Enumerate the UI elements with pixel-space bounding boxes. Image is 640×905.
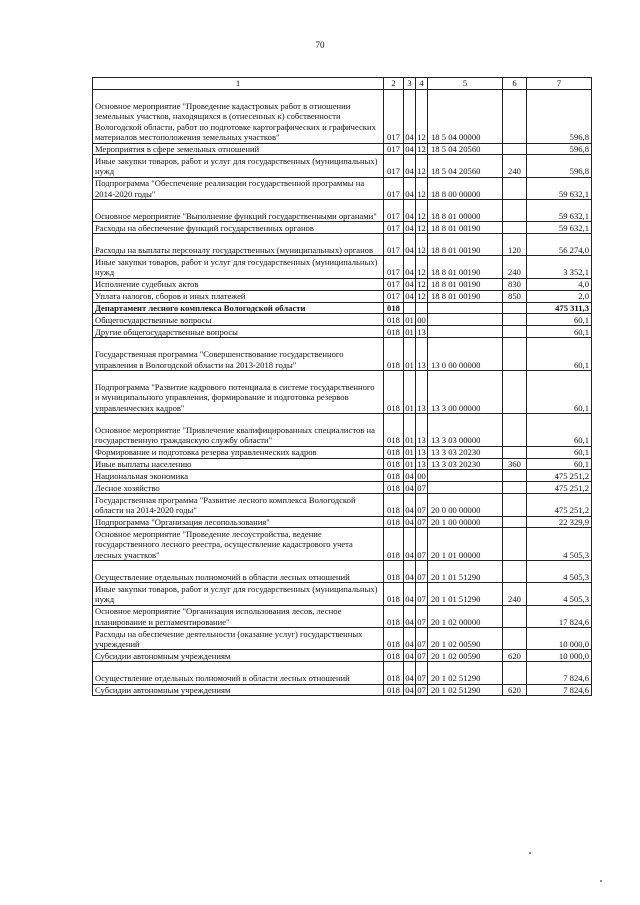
row-value-cell-2: 018 xyxy=(384,326,404,338)
row-value-cell-5: 18 5 04 00000 xyxy=(428,90,503,144)
row-value-cell-7: 475 251,2 xyxy=(527,494,592,516)
table-row xyxy=(93,290,592,302)
header-cell: 4 xyxy=(416,78,428,90)
row-name-cell: Субсидии автономным учреждениям xyxy=(93,684,384,696)
row-value-cell-3: 04 xyxy=(404,662,416,684)
row-value-cell-2: 017 xyxy=(384,177,404,199)
row-value-cell-5 xyxy=(428,314,503,326)
row-value-cell-4: 12 xyxy=(416,155,428,177)
row-value-cell-6 xyxy=(503,470,527,482)
row-value-cell-2: 017 xyxy=(384,143,404,155)
header-cell: 1 xyxy=(93,78,384,90)
row-value-cell-4: 12 xyxy=(417,222,426,233)
row-name-cell: Осуществление отдельных полномочий в области лесных отношений xyxy=(93,662,384,684)
table-row xyxy=(93,199,592,221)
row-value-cell-7: 7 824,6 xyxy=(527,684,592,696)
row-value-cell-5: 13 3 03 20230 xyxy=(428,446,503,458)
row-value-cell-7: 2,0 xyxy=(527,290,592,302)
row-value-cell-3: 01 xyxy=(405,314,414,325)
row-value-cell-4: 13 xyxy=(417,447,426,458)
row-name-cell: Основное мероприятие "Привлечение квалифицированных специалистов на государственную гражданскую службу области" xyxy=(93,414,384,447)
row-value-cell-2: 018 xyxy=(384,458,404,470)
row-value-cell-3: 04 xyxy=(404,256,416,278)
row-name-cell: Основное мероприятие "Организация использования лесов, лесное планирование и регламентирование" xyxy=(93,605,384,627)
budget-table xyxy=(92,77,592,696)
row-value-cell-6 xyxy=(503,90,527,144)
table-row xyxy=(93,583,592,605)
row-name-cell: Государственная программа "Совершенствование государственного управления в Вологодской области на 2013-2018 годы" xyxy=(93,338,384,371)
row-value-cell-2: 017 xyxy=(384,199,404,221)
row-value-cell-4: 00 xyxy=(417,470,426,481)
row-value-cell-3: 04 xyxy=(405,143,414,154)
row-value-cell-5: 18 8 01 00190 xyxy=(428,278,503,290)
row-value-cell-5: 20 1 00 00000 xyxy=(428,516,503,528)
row-value-cell-5 xyxy=(428,482,503,494)
table-row xyxy=(93,482,592,494)
row-value-cell-3: 04 xyxy=(404,628,416,650)
row-value-cell-4: 12 xyxy=(417,279,426,290)
row-value-cell-7: 4 505,3 xyxy=(527,561,592,583)
row-value-cell-6 xyxy=(503,177,527,199)
table-row xyxy=(93,684,592,696)
row-value-cell-5: 18 8 00 00000 xyxy=(428,177,503,199)
table-row xyxy=(93,278,592,290)
row-value-cell-4: 07 xyxy=(416,561,428,583)
row-name-cell: Расходы на обеспечение функций государственных органов xyxy=(93,222,384,234)
row-value-cell-5: 13 0 00 00000 xyxy=(428,338,503,371)
row-value-cell-4: 12 xyxy=(416,90,428,144)
row-value-cell-2: 017 xyxy=(384,278,404,290)
row-value-cell-3: 04 xyxy=(405,517,414,528)
row-value-cell-2: 018 xyxy=(384,494,404,516)
row-value-cell-3: 04 xyxy=(404,90,416,144)
row-name-cell: Мероприятия в сфере земельных отношений xyxy=(93,143,384,155)
table-row xyxy=(93,516,592,528)
table-row xyxy=(93,650,592,662)
row-value-cell-7: 60,1 xyxy=(527,446,592,458)
row-value-cell-5: 20 1 01 51290 xyxy=(428,561,503,583)
row-value-cell-5: 13 3 03 00000 xyxy=(428,414,503,447)
row-value-cell-3: 01 xyxy=(405,459,414,470)
row-value-cell-5: 20 1 02 00000 xyxy=(428,605,503,627)
row-value-cell-6 xyxy=(503,370,527,413)
row-value-cell-5 xyxy=(428,326,503,338)
row-value-cell-7: 475 251,2 xyxy=(527,482,592,494)
row-value-cell-2: 017 xyxy=(384,90,404,144)
row-value-cell-6 xyxy=(503,302,527,314)
table-row xyxy=(93,370,592,413)
row-name-cell: Общегосударственные вопросы xyxy=(93,314,384,326)
row-value-cell-6 xyxy=(503,628,527,650)
row-value-cell-6 xyxy=(503,326,527,338)
row-value-cell-2: 018 xyxy=(384,516,404,528)
row-value-cell-4: 12 xyxy=(417,291,426,302)
row-value-cell-6: 830 xyxy=(503,278,527,290)
row-value-cell-5 xyxy=(428,470,503,482)
row-value-cell-6 xyxy=(503,338,527,371)
row-value-cell-4 xyxy=(416,302,428,314)
row-name-cell: Лесное хозяйство xyxy=(93,482,384,494)
row-value-cell-7: 22 329,9 xyxy=(527,516,592,528)
row-value-cell-3: 04 xyxy=(405,482,414,493)
row-name-cell: Департамент лесного комплекса Вологодской области xyxy=(93,302,384,314)
row-value-cell-3: 04 xyxy=(404,177,416,199)
table-row xyxy=(93,314,592,326)
row-value-cell-2: 018 xyxy=(384,470,404,482)
row-name-cell: Расходы на выплаты персоналу государственных (муниципальных) органов xyxy=(93,234,384,256)
row-value-cell-6 xyxy=(503,199,527,221)
row-value-cell-7: 17 824,6 xyxy=(527,605,592,627)
row-value-cell-6 xyxy=(503,222,527,234)
row-value-cell-3: 04 xyxy=(404,494,416,516)
table-row xyxy=(93,326,592,338)
row-value-cell-2: 017 xyxy=(384,256,404,278)
row-value-cell-6: 850 xyxy=(503,290,527,302)
row-value-cell-4: 07 xyxy=(416,628,428,650)
row-value-cell-4: 07 xyxy=(417,482,426,493)
row-value-cell-7: 56 274,0 xyxy=(527,234,592,256)
row-name-cell: Подпрограмма "Организация лесопользования" xyxy=(93,516,384,528)
row-value-cell-2: 018 xyxy=(384,662,404,684)
row-name-cell: Субсидии автономным учреждениям xyxy=(93,650,384,662)
row-value-cell-4: 13 xyxy=(416,414,428,447)
row-value-cell-7: 60,1 xyxy=(527,414,592,447)
row-value-cell-7: 596,8 xyxy=(527,155,592,177)
row-value-cell-2: 017 xyxy=(384,155,404,177)
row-value-cell-7: 596,8 xyxy=(527,90,592,144)
row-value-cell-5: 20 0 00 00000 xyxy=(428,494,503,516)
header-cell: 3 xyxy=(404,78,416,90)
row-value-cell-5: 20 1 01 00000 xyxy=(428,528,503,561)
table-header-row xyxy=(93,78,592,90)
table-row xyxy=(93,302,592,314)
row-value-cell-4: 12 xyxy=(416,177,428,199)
row-value-cell-2: 018 xyxy=(384,561,404,583)
row-name-cell: Государственная программа "Развитие лесного комплекса Вологодской области на 2014-2020 годы" xyxy=(93,494,384,516)
row-value-cell-2: 018 xyxy=(384,302,404,314)
row-value-cell-4: 13 xyxy=(416,338,428,371)
table-row xyxy=(93,561,592,583)
row-value-cell-5: 20 1 02 51290 xyxy=(428,662,503,684)
row-value-cell-5: 20 1 02 00590 xyxy=(428,650,503,662)
row-value-cell-5: 20 1 02 00590 xyxy=(428,628,503,650)
table-row xyxy=(93,90,592,144)
row-value-cell-6 xyxy=(503,143,527,155)
row-value-cell-4: 07 xyxy=(417,517,426,528)
row-value-cell-4: 12 xyxy=(416,234,428,256)
row-name-cell: Подпрограмма "Развитие кадрового потенциала в системе государственного и муниципального управления, формирование и подготовка резервов управленческих кадров" xyxy=(93,370,384,413)
row-value-cell-2: 017 xyxy=(384,290,404,302)
row-value-cell-4: 07 xyxy=(416,528,428,561)
row-name-cell: Иные закупки товаров, работ и услуг для государственных (муниципальных) нужд xyxy=(93,155,384,177)
row-value-cell-7: 475 311,3 xyxy=(527,302,592,314)
row-value-cell-6 xyxy=(503,482,527,494)
row-value-cell-7: 60,1 xyxy=(527,314,592,326)
row-value-cell-7: 60,1 xyxy=(527,338,592,371)
row-value-cell-5: 18 8 01 00190 xyxy=(428,256,503,278)
row-value-cell-6: 120 xyxy=(503,234,527,256)
row-name-cell: Расходы на обеспечение деятельности (оказание услуг) государственных учреждений xyxy=(93,628,384,650)
row-value-cell-7: 60,1 xyxy=(527,458,592,470)
row-value-cell-2: 018 xyxy=(384,446,404,458)
row-value-cell-6: 240 xyxy=(503,155,527,177)
row-value-cell-3: 04 xyxy=(405,279,414,290)
row-value-cell-5: 18 8 01 00190 xyxy=(428,222,503,234)
row-name-cell: Осуществление отдельных полномочий в области лесных отношений xyxy=(93,561,384,583)
row-value-cell-4: 07 xyxy=(417,684,426,695)
row-name-cell: Основное мероприятие "Проведение кадастровых работ в отношении земельных участков, находящихся в (отнесенных к) собственности Вологодской области, работ по подготовке картографических и графических материалов местоположения земельных участков" xyxy=(93,90,384,144)
row-value-cell-7: 4 505,3 xyxy=(527,583,592,605)
row-value-cell-3: 04 xyxy=(404,605,416,627)
row-name-cell: Формирование и подготовка резерва управленческих кадров xyxy=(93,446,384,458)
table-row xyxy=(93,528,592,561)
row-value-cell-7: 3 352,1 xyxy=(527,256,592,278)
row-value-cell-6 xyxy=(503,414,527,447)
row-value-cell-3: 04 xyxy=(405,291,414,302)
row-name-cell: Исполнение судебных актов xyxy=(93,278,384,290)
row-value-cell-7: 10 000,0 xyxy=(527,628,592,650)
table-row xyxy=(93,234,592,256)
table-row xyxy=(93,605,592,627)
table-row xyxy=(93,177,592,199)
row-name-cell: Уплата налогов, сборов и иных платежей xyxy=(93,290,384,302)
row-value-cell-2: 018 xyxy=(384,370,404,413)
row-value-cell-2: 018 xyxy=(384,605,404,627)
row-value-cell-7: 60,1 xyxy=(527,370,592,413)
table-row xyxy=(93,222,592,234)
row-value-cell-4: 00 xyxy=(417,314,426,325)
row-value-cell-2: 017 xyxy=(384,222,404,234)
row-value-cell-2: 018 xyxy=(384,684,404,696)
row-value-cell-5: 18 5 04 20560 xyxy=(428,155,503,177)
table-row xyxy=(93,338,592,371)
table-row xyxy=(93,470,592,482)
row-value-cell-4: 07 xyxy=(417,650,426,661)
row-value-cell-3: 04 xyxy=(404,155,416,177)
row-value-cell-2: 018 xyxy=(384,482,404,494)
row-name-cell: Иные закупки товаров, работ и услуг для государственных (муниципальных) нужд xyxy=(93,256,384,278)
row-value-cell-4: 07 xyxy=(416,583,428,605)
row-value-cell-4: 07 xyxy=(416,494,428,516)
table-row xyxy=(93,628,592,650)
row-value-cell-4: 07 xyxy=(416,662,428,684)
row-value-cell-3: 04 xyxy=(404,528,416,561)
row-value-cell-6: 240 xyxy=(503,583,527,605)
scan-speck xyxy=(600,880,602,882)
row-value-cell-3: 04 xyxy=(404,561,416,583)
row-value-cell-7: 59 632,1 xyxy=(527,177,592,199)
row-value-cell-7: 7 824,6 xyxy=(527,662,592,684)
table-row xyxy=(93,662,592,684)
row-value-cell-3: 04 xyxy=(405,650,414,661)
row-name-cell: Основное мероприятие "Выполнение функций государственными органами" xyxy=(93,199,384,221)
row-value-cell-3: 01 xyxy=(404,414,416,447)
table-row xyxy=(93,256,592,278)
row-value-cell-2: 018 xyxy=(384,314,404,326)
row-value-cell-5 xyxy=(428,302,503,314)
row-value-cell-6 xyxy=(503,516,527,528)
row-value-cell-6: 240 xyxy=(503,256,527,278)
table-row xyxy=(93,414,592,447)
table-row xyxy=(93,494,592,516)
row-value-cell-3: 04 xyxy=(405,222,414,233)
row-value-cell-3: 04 xyxy=(404,583,416,605)
row-value-cell-2: 018 xyxy=(384,650,404,662)
row-value-cell-3: 04 xyxy=(405,470,414,481)
row-value-cell-7: 4 505,3 xyxy=(527,528,592,561)
row-value-cell-7: 4,0 xyxy=(527,278,592,290)
row-value-cell-3: 01 xyxy=(405,447,414,458)
row-name-cell: Подпрограмма "Обеспечение реализации государственной программы на 2014-2020 годы" xyxy=(93,177,384,199)
row-value-cell-5: 20 1 02 51290 xyxy=(428,684,503,696)
row-value-cell-3: 04 xyxy=(405,684,414,695)
row-value-cell-6 xyxy=(503,314,527,326)
row-value-cell-6: 620 xyxy=(503,684,527,696)
row-value-cell-4: 07 xyxy=(416,605,428,627)
row-value-cell-4: 12 xyxy=(416,256,428,278)
row-value-cell-2: 018 xyxy=(384,583,404,605)
row-value-cell-3: 04 xyxy=(404,234,416,256)
row-value-cell-5: 13 3 03 20230 xyxy=(428,458,503,470)
row-value-cell-3: 01 xyxy=(404,338,416,371)
header-cell: 5 xyxy=(428,78,503,90)
row-value-cell-7: 596,8 xyxy=(527,143,592,155)
row-value-cell-3: 01 xyxy=(405,326,414,337)
row-value-cell-3 xyxy=(404,302,416,314)
header-cell: 2 xyxy=(384,78,404,90)
row-value-cell-7: 10 000,0 xyxy=(527,650,592,662)
table-row xyxy=(93,458,592,470)
row-value-cell-5: 13 3 00 00000 xyxy=(428,370,503,413)
row-value-cell-4: 12 xyxy=(417,143,426,154)
table-row xyxy=(93,143,592,155)
table-row xyxy=(93,446,592,458)
row-value-cell-6: 620 xyxy=(503,650,527,662)
row-value-cell-2: 018 xyxy=(384,338,404,371)
row-value-cell-2: 018 xyxy=(384,414,404,447)
row-value-cell-5: 18 5 04 20560 xyxy=(428,143,503,155)
row-value-cell-7: 60,1 xyxy=(527,326,592,338)
row-value-cell-4: 13 xyxy=(417,459,426,470)
row-value-cell-7: 475 251,2 xyxy=(527,470,592,482)
row-value-cell-4: 13 xyxy=(416,370,428,413)
row-value-cell-7: 59 632,1 xyxy=(527,199,592,221)
row-name-cell: Иные закупки товаров, работ и услуг для государственных (муниципальных) нужд xyxy=(93,583,384,605)
row-value-cell-6 xyxy=(503,561,527,583)
row-value-cell-5: 18 8 01 00190 xyxy=(428,290,503,302)
row-value-cell-6 xyxy=(503,605,527,627)
row-value-cell-2: 018 xyxy=(384,628,404,650)
row-value-cell-3: 01 xyxy=(404,370,416,413)
row-name-cell: Иные выплаты населению xyxy=(93,458,384,470)
header-cell: 6 xyxy=(503,78,527,90)
table-row xyxy=(93,155,592,177)
row-value-cell-6 xyxy=(503,494,527,516)
row-value-cell-3: 04 xyxy=(404,199,416,221)
row-value-cell-4: 12 xyxy=(416,199,428,221)
page-number: 70 xyxy=(315,40,325,50)
row-name-cell: Основное мероприятие "Проведение лесоустройства, ведение государственного лесного реестра, осуществление кадастрового учета лесных участков" xyxy=(93,528,384,561)
row-value-cell-6: 360 xyxy=(503,458,527,470)
row-value-cell-6 xyxy=(503,446,527,458)
row-value-cell-5: 18 8 01 00190 xyxy=(428,234,503,256)
scan-speck xyxy=(529,852,531,854)
row-value-cell-7: 59 632,1 xyxy=(527,222,592,234)
row-value-cell-5: 18 8 01 00000 xyxy=(428,199,503,221)
row-name-cell: Национальная экономика xyxy=(93,470,384,482)
row-value-cell-6 xyxy=(503,662,527,684)
row-value-cell-2: 018 xyxy=(384,528,404,561)
row-value-cell-2: 017 xyxy=(384,234,404,256)
row-value-cell-4: 13 xyxy=(417,326,426,337)
row-name-cell: Другие общегосударственные вопросы xyxy=(93,326,384,338)
row-value-cell-6 xyxy=(503,528,527,561)
row-value-cell-5: 20 1 01 51290 xyxy=(428,583,503,605)
header-cell: 7 xyxy=(527,78,592,90)
